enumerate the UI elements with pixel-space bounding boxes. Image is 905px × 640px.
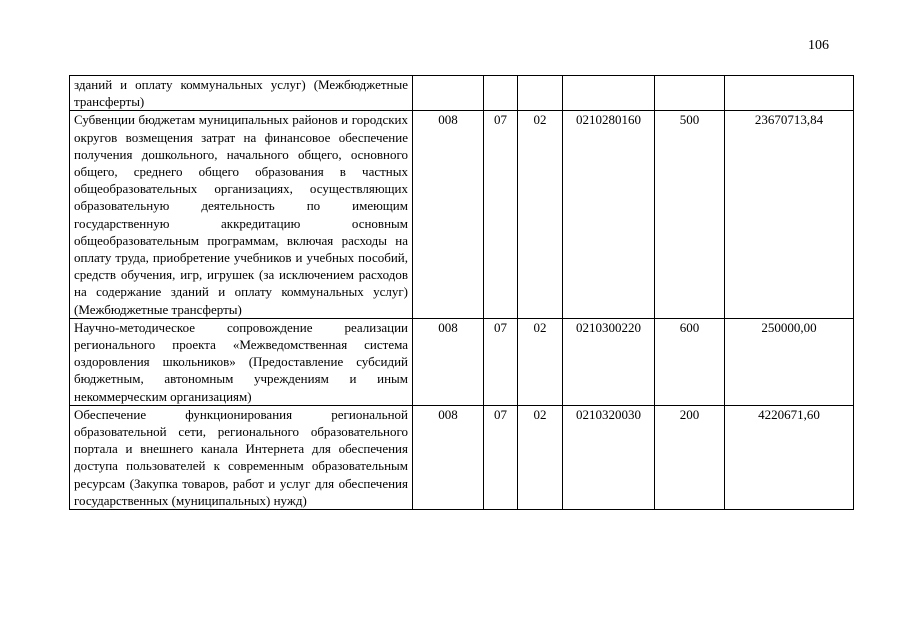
table-row (70, 76, 854, 111)
row-subsection-code: 02 (518, 405, 563, 509)
row-section-code: 07 (484, 111, 518, 318)
table-row (70, 318, 854, 405)
row-expense-type: 200 (655, 405, 725, 509)
row-ministry-code (413, 76, 484, 111)
row-target-article: 0210280160 (563, 111, 655, 318)
row-description: Обеспечение функционирования региональной образовательной сети, регионального образовательного портала и внешнего канала Интернета для обеспечения доступа пользователей к современным образовательным ресурсам (Закупка товаров, работ и услуг для обеспечения государственных (муниципальных) нужд) (70, 405, 413, 509)
table-row (70, 405, 854, 509)
row-description: зданий и оплату коммунальных услуг) (Межбюджетные трансферты) (70, 76, 413, 111)
row-description: Субвенции бюджетам муниципальных районов и городских округов возмещения затрат на финансовое обеспечение получения дошкольного, начального общего, основного общего, среднего общего образования в частных общеобразовательных организациях, осуществляющих образовательную деятельность по имеющим государственную аккредитацию основным общеобразовательным программам, включая расходы на оплату труда, приобретение учебников и учебных пособий, средств обучения, игр, игрушек (за исключением расходов на содержание зданий и оплату коммунальных услуг) (Межбюджетные трансферты) (70, 111, 413, 318)
row-subsection-code (518, 76, 563, 111)
row-amount: 250000,00 (725, 318, 854, 405)
row-amount (725, 76, 854, 111)
row-section-code: 07 (484, 405, 518, 509)
row-amount: 4220671,60 (725, 405, 854, 509)
row-ministry-code: 008 (413, 405, 484, 509)
page-number: 106 (808, 38, 829, 53)
row-expense-type: 600 (655, 318, 725, 405)
row-ministry-code: 008 (413, 111, 484, 318)
row-ministry-code: 008 (413, 318, 484, 405)
row-subsection-code: 02 (518, 111, 563, 318)
table-row (70, 111, 854, 318)
row-target-article: 0210320030 (563, 405, 655, 509)
row-expense-type (655, 76, 725, 111)
row-amount: 23670713,84 (725, 111, 854, 318)
row-section-code (484, 76, 518, 111)
budget-table (69, 75, 854, 510)
row-target-article (563, 76, 655, 111)
row-subsection-code: 02 (518, 318, 563, 405)
row-description: Научно-методическое сопровождение реализации регионального проекта «Межведомственная система оздоровления школьников» (Предоставление субсидий бюджетным, автономным учреждениям и иным некоммерческим организациям) (70, 318, 413, 405)
row-target-article: 0210300220 (563, 318, 655, 405)
row-expense-type: 500 (655, 111, 725, 318)
row-section-code: 07 (484, 318, 518, 405)
